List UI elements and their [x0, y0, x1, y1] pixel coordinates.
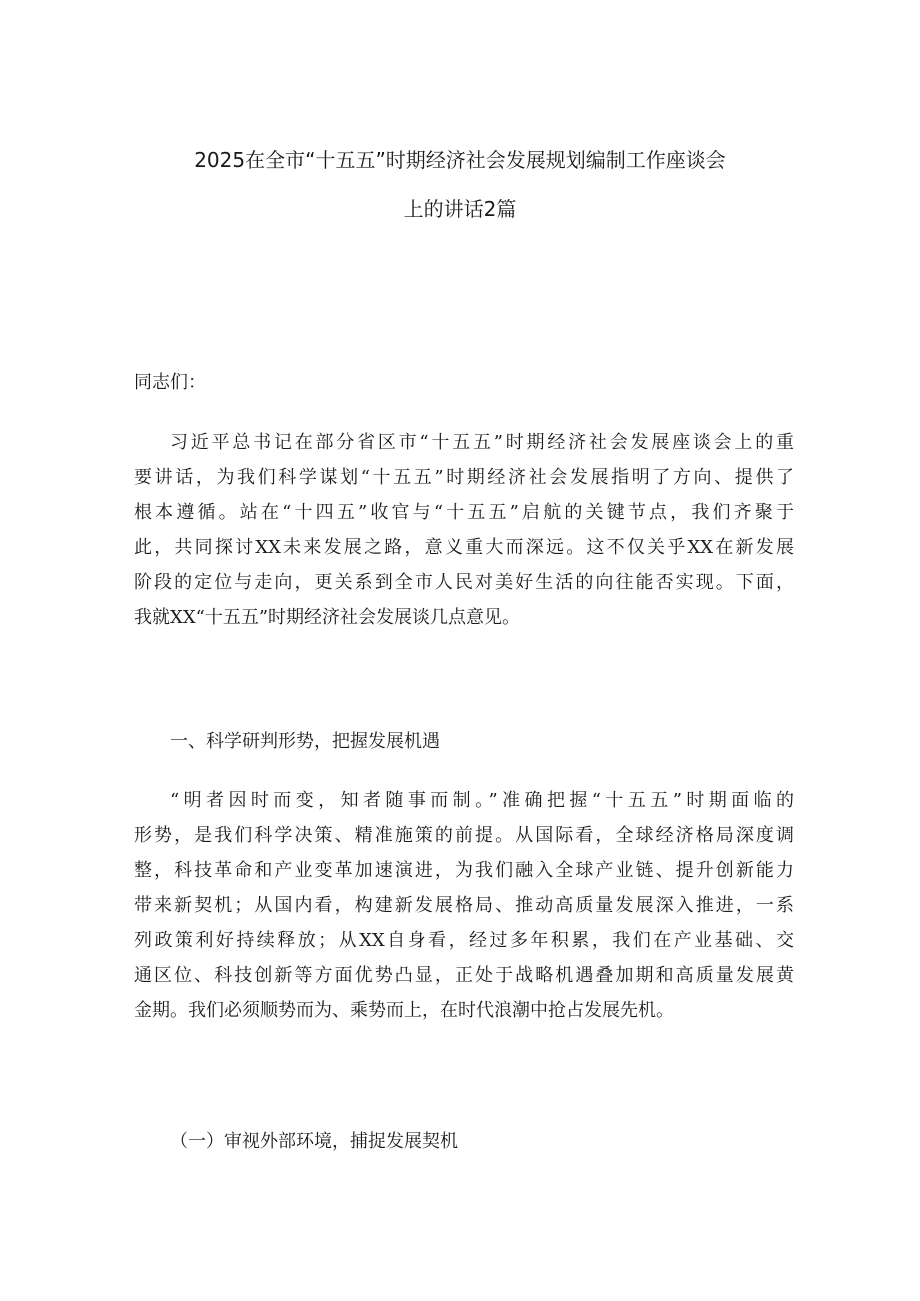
document-title-line-2: 上的讲话2篇 [403, 197, 517, 221]
paragraph-1-line: 根本遵循。站在“十四五”收官与“十五五”启航的关键节点，我们齐聚于 [134, 502, 794, 523]
paragraph-1-line: 要讲话，为我们科学谋划“十五五”时期经济社会发展指明了方向、提供了 [134, 467, 794, 488]
section-subheading-1: （一）审视外部环境，捕捉发展契机 [170, 1131, 458, 1152]
paragraph-1-line: 我就XX“十五五”时期经济社会发展谈几点意见。 [134, 607, 521, 628]
paragraph-2-line: “明者因时而变，知者随事而制。”准确把握“十五五”时期面临的 [170, 790, 794, 811]
paragraph-2-line: 整，科技革命和产业变革加速演进，为我们融入全球产业链、提升创新能力 [134, 860, 794, 881]
section-heading-1: 一、科学研判形势，把握发展机遇 [170, 731, 440, 752]
paragraph-1-line: 阶段的定位与走向，更关系到全市人民对美好生活的向往能否实现。下面， [134, 572, 794, 593]
paragraph-2 [134, 783, 794, 1028]
salutation: 同志们： [134, 372, 206, 393]
paragraph-2-line: 金期。我们必须顺势而为、乘势而上，在时代浪潮中抢占发展先机。 [134, 1000, 674, 1021]
paragraph-2-line: 形势，是我们科学决策、精准施策的前提。从国际看，全球经济格局深度调 [134, 825, 794, 846]
document-title-line-1: 2025在全市“十五五”时期经济社会发展规划编制工作座谈会 [194, 148, 726, 172]
paragraph-2-line: 带来新契机；从国内看，构建新发展格局、推动高质量发展深入推进，一系 [134, 895, 794, 916]
paragraph-1-line: 习近平总书记在部分省区市“十五五”时期经济社会发展座谈会上的重 [170, 432, 794, 453]
paragraph-1 [134, 425, 794, 635]
paragraph-2-line: 通区位、科技创新等方面优势凸显，正处于战略机遇叠加期和高质量发展黄 [134, 965, 794, 986]
paragraph-2-line: 列政策利好持续释放；从XX自身看，经过多年积累，我们在产业基础、交 [134, 930, 794, 951]
paragraph-1-line: 此，共同探讨XX未来发展之路，意义重大而深远。这不仅关乎XX在新发展 [134, 537, 794, 558]
